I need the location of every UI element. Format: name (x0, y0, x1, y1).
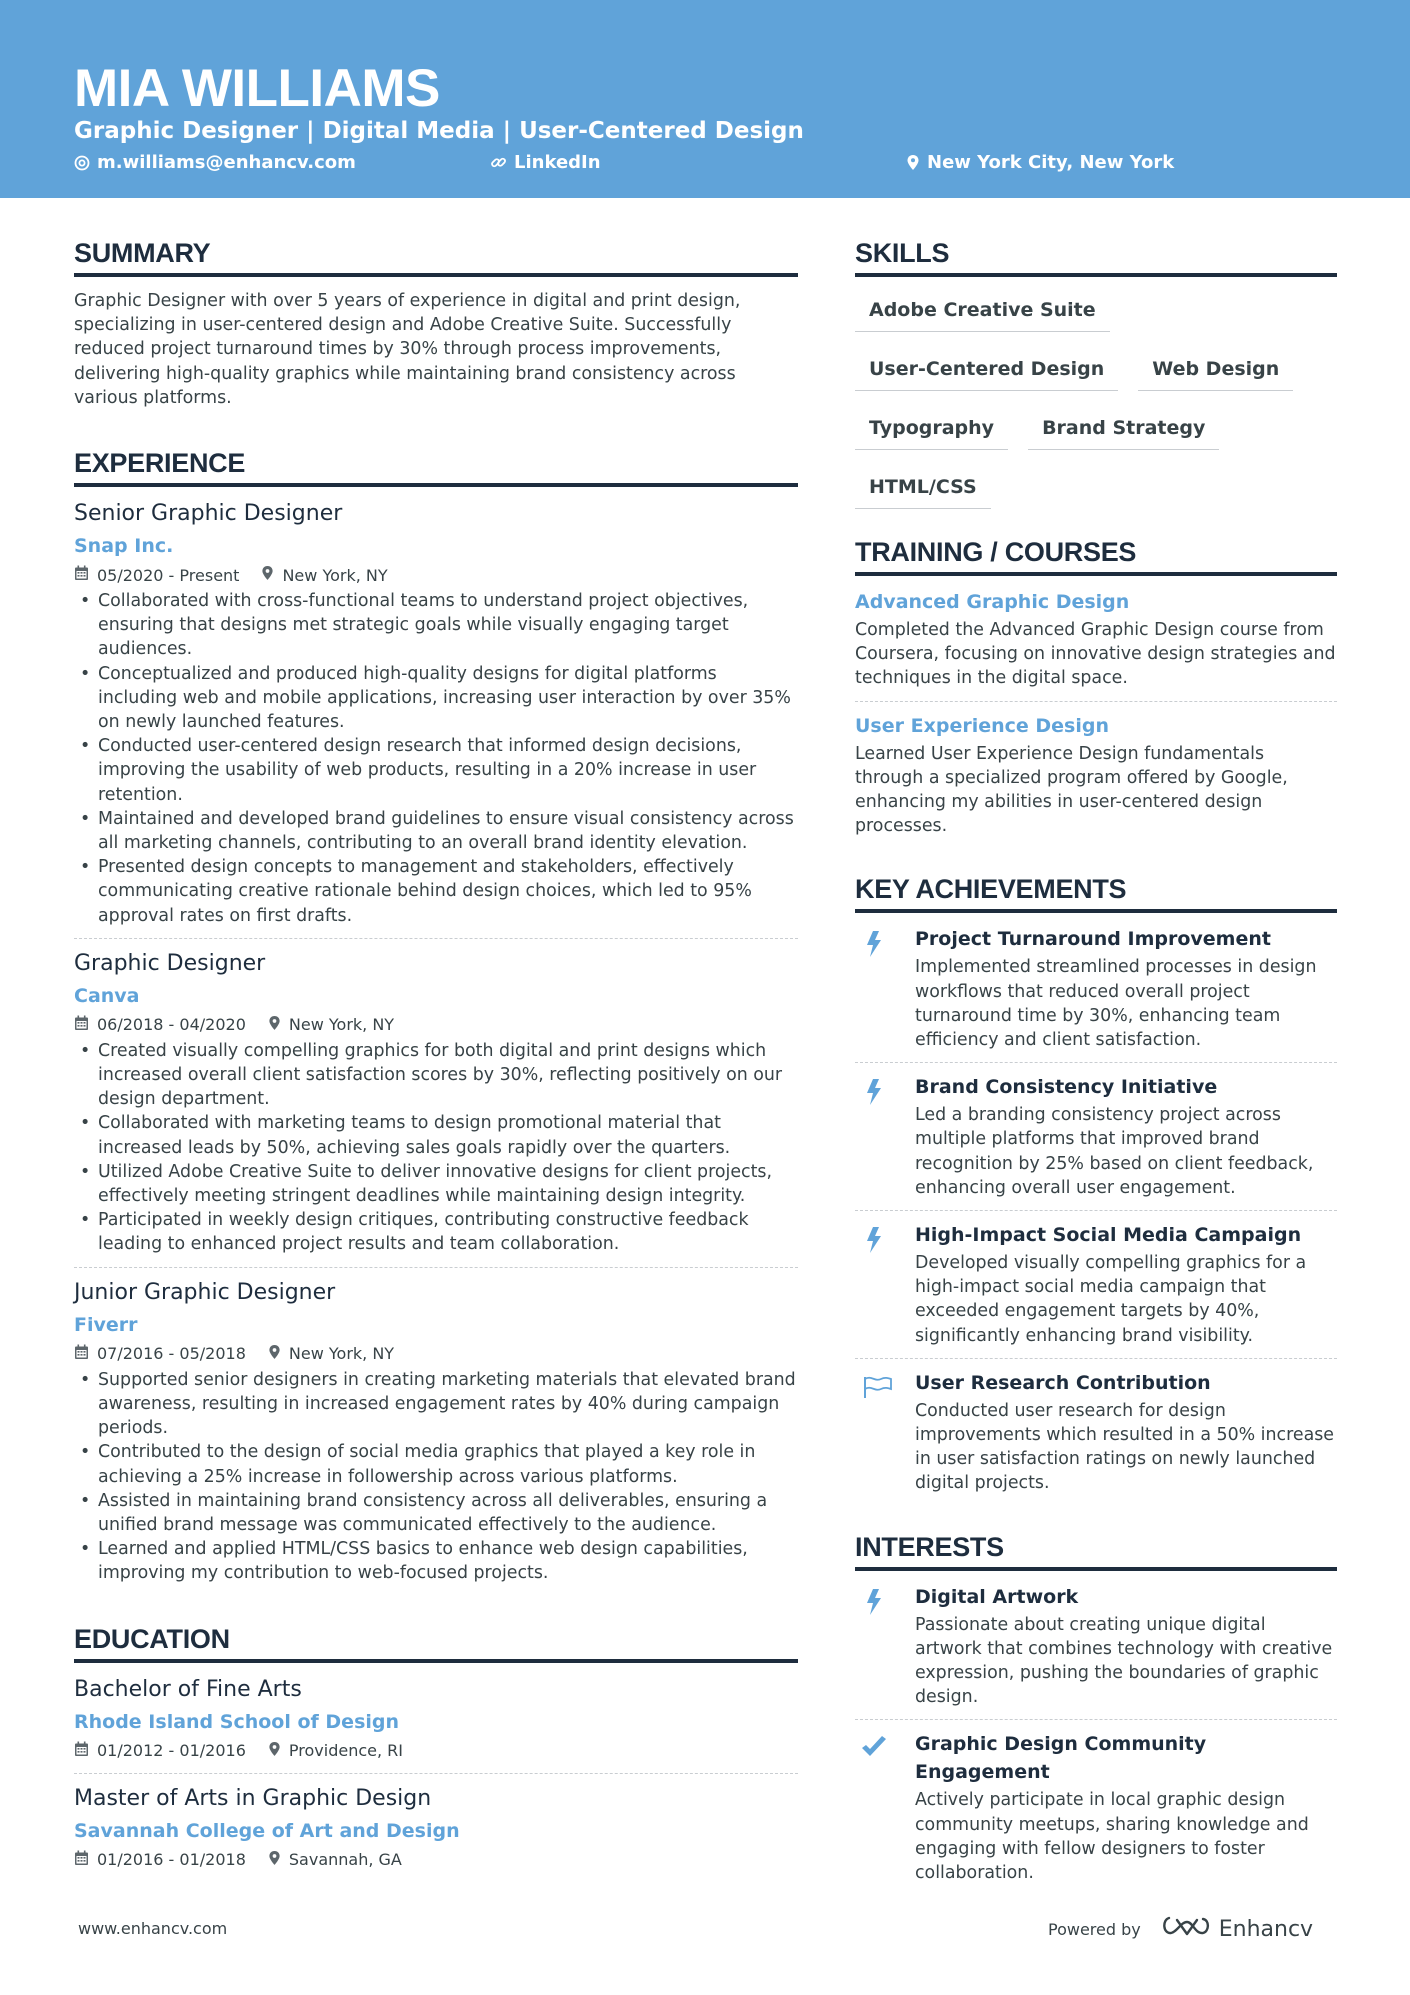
interests-heading: INTERESTS (855, 1532, 1337, 1571)
achievement-title: High-Impact Social Media Campaign (915, 1224, 1302, 1247)
training-heading: TRAINING / COURSES (855, 537, 1337, 576)
link-icon (490, 154, 507, 171)
school-name: Rhode Island School of Design (74, 1710, 400, 1733)
education-location (268, 1741, 403, 1761)
course-entry (855, 588, 1337, 691)
achievement-entry (855, 1073, 1337, 1200)
skill-tag: Web Design (1138, 350, 1293, 391)
degree-title: Master of Arts in Graphic Design (74, 1785, 432, 1811)
divider (855, 1210, 1337, 1211)
achievement-entry (855, 1221, 1337, 1348)
education-heading: EDUCATION (74, 1624, 798, 1663)
job-bullets (74, 1039, 798, 1257)
divider (855, 701, 1337, 702)
flag-icon (855, 1369, 901, 1496)
job-title: Junior Graphic Designer (74, 1279, 336, 1305)
summary-text: Graphic Designer with over 5 years of experience in digital and print design, specializing in user-centered design and Adobe Creative Suite. Successfully reduced project turnaround times by 30% through process improvements, delivering high-quality graphics while maintaining brand consistency across various platforms. (74, 291, 741, 408)
school-name: Savannah College of Art and Design (74, 1819, 460, 1842)
interest-description: Actively participate in local graphic design community meetups, sharing knowledge and engaging with fellow designers to foster collaboration. (915, 1790, 1309, 1884)
bullet-item: • Utilized Adobe Creative Suite to deliver innovative designs for client projects, effectively meeting stringent deadlines while maintaining design integrity. (74, 1160, 798, 1208)
job-dates-text: 05/2020 - Present (97, 565, 240, 585)
company-name: Snap Inc. (74, 535, 174, 558)
skill-tag: Adobe Creative Suite (855, 291, 1110, 332)
job-location-text: New York, NY (288, 1015, 395, 1035)
lightning-icon (855, 1221, 901, 1348)
job-meta (74, 1342, 798, 1366)
experience-section (74, 448, 798, 1586)
job-location-text: New York, NY (282, 565, 388, 585)
location-pin-icon (268, 1850, 281, 1870)
interest-title: Digital Artwork (915, 1585, 1079, 1608)
calendar-icon (74, 1741, 89, 1761)
divider (74, 1773, 798, 1774)
interests-section (855, 1532, 1337, 1886)
bullet-item: • Collaborated with marketing teams to design promotional material that increased leads by 50%, achieving sales goals rapidly over the quarters. (74, 1111, 798, 1159)
candidate-name: MIA WILLIAMS (74, 59, 440, 118)
footer-branding (1048, 1914, 1313, 1944)
job-dates-text: 07/2016 - 05/2018 (97, 1344, 246, 1364)
enhancv-logo[interactable] (1163, 1914, 1313, 1944)
email-text[interactable]: m.williams@enhancv.com (97, 152, 356, 173)
achievement-description: Conducted user research for design improvements which resulted in a 50% increase in user satisfaction ratings on newly launched digital projects. (915, 1400, 1334, 1494)
powered-by-text: Powered by (1048, 1919, 1141, 1939)
bullet-item: • Created visually compelling graphics for both digital and print designs which increased overall client satisfaction scores by 30%, reflecting positively on our design department. (74, 1039, 798, 1112)
bullet-item: • Participated in weekly design critiques, contributing constructive feedback leading to enhanced project results and team collaboration. (74, 1208, 798, 1256)
job-dates (74, 1015, 246, 1035)
education-dates (74, 1850, 246, 1870)
course-title: Advanced Graphic Design (855, 591, 1130, 613)
course-description: Completed the Advanced Graphic Design course from Coursera, focusing on innovative design strategies and techniques in the digital space. (855, 620, 1336, 689)
course-entry (855, 712, 1337, 839)
achievement-title: Brand Consistency Initiative (915, 1076, 1218, 1099)
contact-location (906, 152, 1174, 173)
bullet-item: • Conceptualized and produced high-quality designs for digital platforms including web and mobile applications, increasing user interaction by over 35% on newly launched features. (74, 662, 798, 735)
calendar-icon (74, 565, 89, 585)
location-pin-icon (268, 1344, 281, 1364)
interest-entry (855, 1730, 1337, 1885)
location-pin-icon (906, 154, 920, 171)
bullet-item: • Maintained and developed brand guidelines to ensure visual consistency across all marketing channels, contributing to an overall brand identity elevation. (74, 807, 798, 855)
bullet-item: • Supported senior designers in creating marketing materials that elevated brand awareness, resulting in increased engagement rates by 40% during campaign periods. (74, 1368, 798, 1441)
interest-title: Graphic Design Community Engagement (915, 1733, 1207, 1784)
location-pin-icon (268, 1741, 281, 1761)
job-dates-text: 06/2018 - 04/2020 (97, 1015, 246, 1035)
course-description: Learned User Experience Design fundamentals through a specialized program offered by Google, enhancing my abilities in user-centered design processes. (855, 743, 1288, 837)
checkmark-icon (855, 1730, 901, 1885)
skills-heading: SKILLS (855, 238, 1337, 277)
linkedin-text[interactable]: LinkedIn (514, 152, 601, 173)
calendar-icon (74, 1850, 89, 1870)
calendar-icon (74, 1344, 89, 1364)
achievement-description: Developed visually compelling graphics for a high-impact social media campaign that exceeded engagement targets by 40%, significantly enhancing brand visibility. (915, 1253, 1307, 1346)
divider (855, 1358, 1337, 1359)
bullet-item: • Learned and applied HTML/CSS basics to enhance web design capabilities, improving my contribution to web-focused projects. (74, 1537, 798, 1585)
achievements-section (855, 874, 1337, 1495)
job-meta (74, 1013, 798, 1037)
bullet-item: • Collaborated with cross-functional teams to understand project objectives, ensuring that designs met strategic goals while visually engaging target audiences. (74, 589, 798, 662)
job-title: Graphic Designer (74, 950, 266, 976)
education-dates-text: 01/2012 - 01/2016 (97, 1741, 246, 1761)
experience-heading: EXPERIENCE (74, 448, 798, 487)
skill-tag: HTML/CSS (855, 468, 991, 509)
education-dates (74, 1741, 246, 1761)
divider (74, 1267, 798, 1268)
at-icon (74, 155, 90, 171)
location-pin-icon (268, 1015, 281, 1035)
summary-section (74, 238, 798, 410)
achievement-entry (855, 1369, 1337, 1496)
calendar-icon (74, 1015, 89, 1035)
job-location (268, 1344, 394, 1364)
achievement-title: User Research Contribution (915, 1371, 1211, 1394)
job-location-text: New York, NY (288, 1344, 395, 1364)
summary-heading: SUMMARY (74, 238, 798, 277)
contact-linkedin[interactable] (490, 152, 601, 173)
location-pin-icon (261, 565, 274, 585)
job-meta (74, 563, 798, 587)
bullet-item: • Contributed to the design of social media graphics that played a key role in achieving a 25% increase in followership across various platforms. (74, 1440, 798, 1488)
achievement-entry (855, 925, 1337, 1052)
lightning-icon (855, 1583, 901, 1710)
job-entry (74, 949, 798, 1257)
education-entry (74, 1784, 798, 1872)
candidate-title: Graphic Designer | Digital Media | User-Centered Design (74, 118, 804, 144)
job-dates (74, 565, 239, 585)
right-column (855, 238, 1337, 1885)
education-location-text: Providence, RI (288, 1741, 403, 1761)
skill-tag: User-Centered Design (855, 350, 1118, 391)
achievement-description: Led a branding consistency project across multiple platforms that improved brand recognition by 25% based on client feedback, enhancing overall user engagement. (915, 1105, 1314, 1198)
lightning-icon (855, 1073, 901, 1200)
interest-description: Passionate about creating unique digital artwork that combines technology with creative expression, pushing the boundaries of graphic design. (915, 1614, 1333, 1708)
resume-header (0, 0, 1410, 198)
education-location-text: Savannah, GA (288, 1850, 402, 1870)
job-bullets (74, 1368, 798, 1586)
job-entry (74, 1278, 798, 1586)
course-title: User Experience Design (855, 714, 1109, 737)
location-text: New York City, New York (927, 152, 1175, 173)
divider (855, 1062, 1337, 1063)
skills-list (855, 291, 1337, 509)
divider (855, 1719, 1337, 1720)
brand-name: Enhancv (1218, 1916, 1314, 1942)
lightning-icon (855, 925, 901, 1052)
achievements-heading: KEY ACHIEVEMENTS (855, 874, 1337, 913)
achievement-description: Implemented streamlined processes in design workflows that reduced overall project turnaround time by 30%, enhancing team efficiency and client satisfaction. (915, 957, 1317, 1051)
job-title: Senior Graphic Designer (74, 501, 343, 527)
bullet-item: • Conducted user-centered design research that informed design decisions, improving the usability of web products, resulting in a 20% increase in user retention. (74, 734, 798, 807)
education-section (74, 1624, 798, 1872)
enhancv-logo-icon (1163, 1914, 1211, 1944)
contact-email[interactable] (74, 152, 356, 173)
job-dates (74, 1344, 246, 1364)
job-entry (74, 499, 798, 928)
skills-section (855, 238, 1337, 509)
education-dates-text: 01/2016 - 01/2018 (97, 1850, 246, 1870)
job-bullets (74, 589, 798, 928)
job-location (268, 1015, 394, 1035)
bullet-item: • Presented design concepts to management and stakeholders, effectively communicating creative rationale behind design choices, which led to 95% approval rates on first drafts. (74, 855, 798, 928)
footer-website[interactable]: www.enhancv.com (78, 1919, 228, 1938)
divider (74, 938, 798, 939)
skill-tag: Brand Strategy (1028, 409, 1219, 450)
left-column (74, 238, 798, 1872)
education-meta (74, 1739, 798, 1763)
company-name: Fiverr (74, 1313, 138, 1336)
company-name: Canva (74, 984, 140, 1007)
skill-tag: Typography (855, 409, 1008, 450)
job-location (261, 565, 387, 585)
interest-entry (855, 1583, 1337, 1710)
education-meta (74, 1848, 798, 1872)
achievement-title: Project Turnaround Improvement (915, 928, 1271, 951)
education-entry (74, 1675, 798, 1763)
training-section (855, 537, 1337, 838)
degree-title: Bachelor of Fine Arts (74, 1676, 302, 1702)
education-location (268, 1850, 402, 1870)
bullet-item: • Assisted in maintaining brand consistency across all deliverables, ensuring a unified brand message was communicated effectively to the audience. (74, 1489, 798, 1537)
